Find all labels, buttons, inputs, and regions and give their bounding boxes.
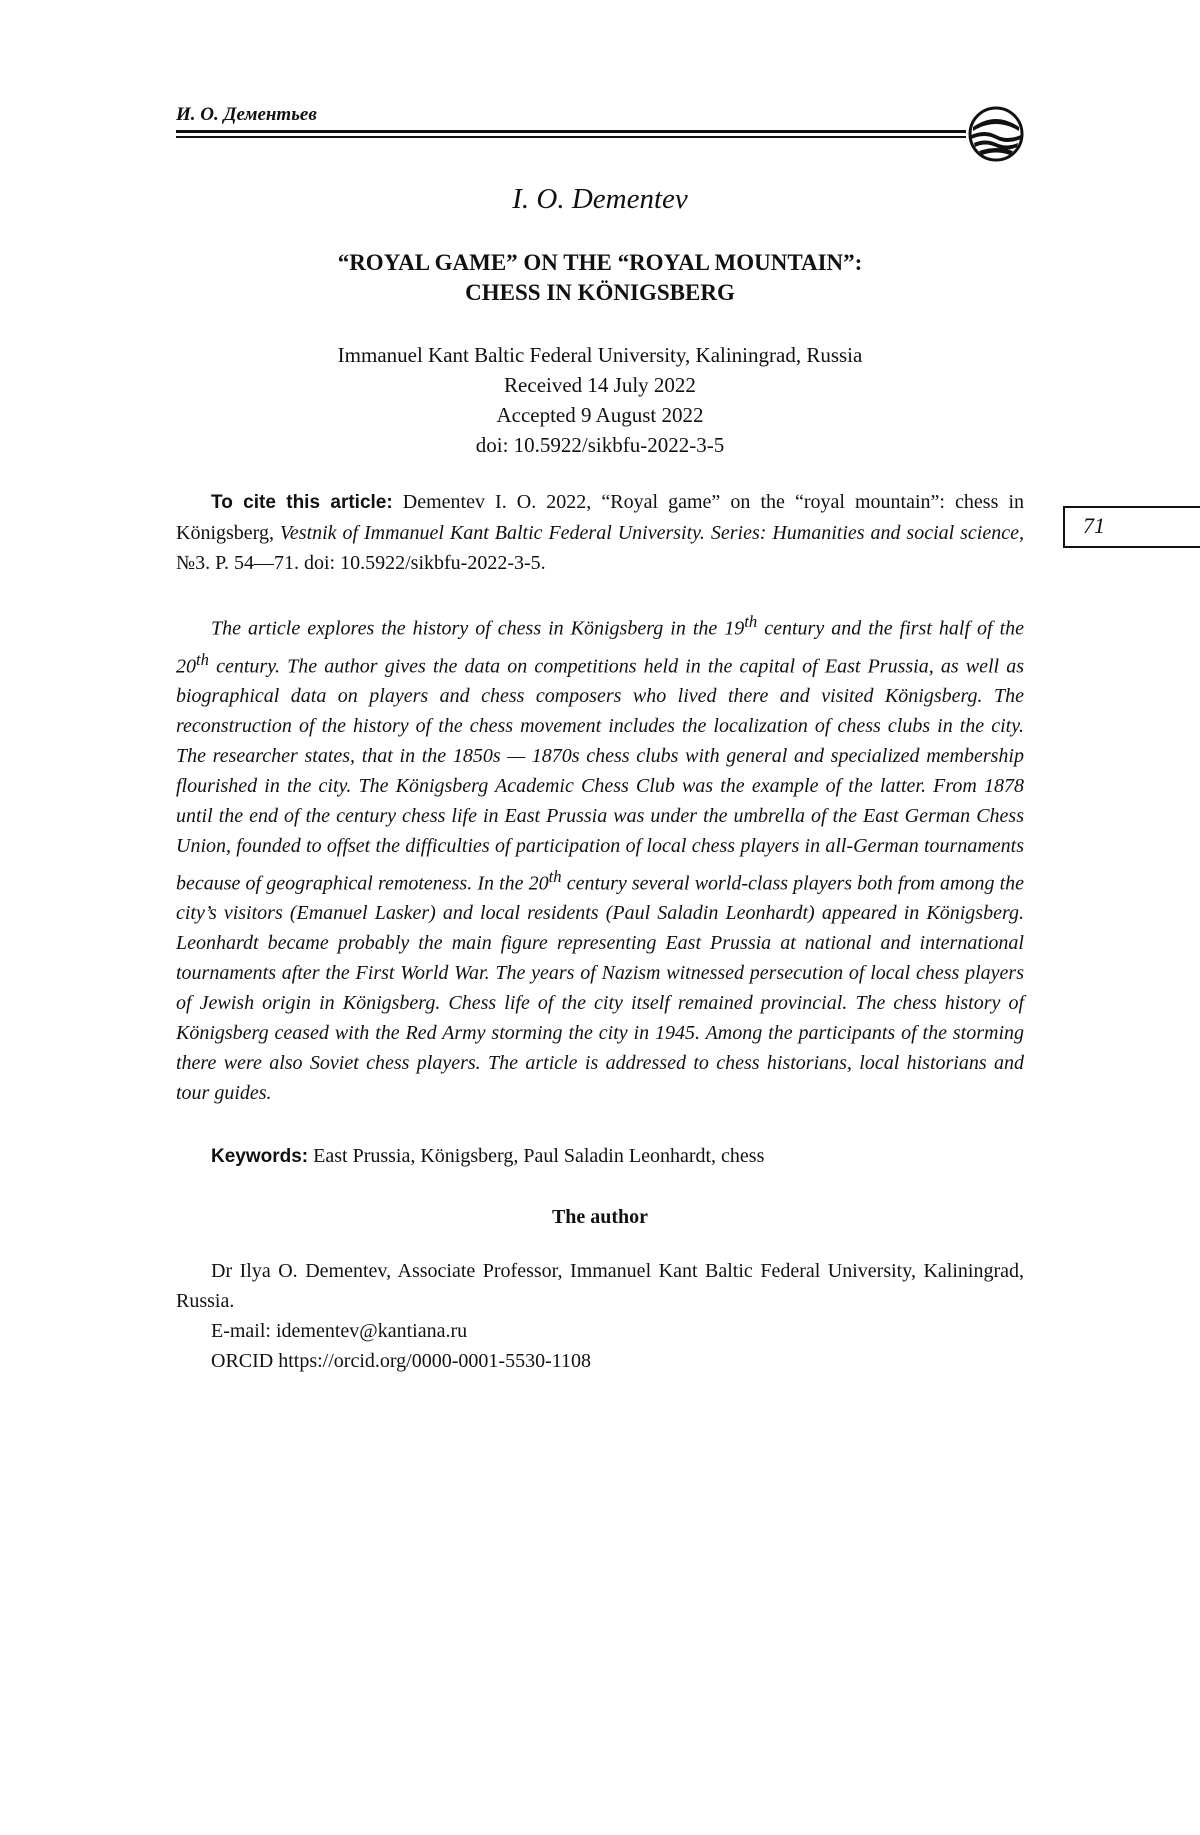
abstract-text: The article explores the history of chess in Königsberg in the 19 <box>211 617 745 640</box>
article-title-line: “ROYAL GAME” ON THE “ROYAL MOUNTAIN”: <box>337 250 863 275</box>
article-title <box>176 248 1024 308</box>
received-date: Received 14 July 2022 <box>504 373 696 397</box>
author-orcid: ORCID https://orcid.org/0000-0001-5530-1108 <box>211 1350 591 1372</box>
author-email: E-mail: idementev@kantiana.ru <box>211 1320 468 1342</box>
citation-label: To cite this article: <box>211 492 393 513</box>
article-title-line: CHESS IN KÖNIGSBERG <box>465 280 735 305</box>
citation <box>176 487 1024 578</box>
abstract-text: century and the first half of the 20 <box>176 617 1024 678</box>
abstract-text: century several world-class players both from among the city’s visitors (Emanuel Lasker) and local residents (Paul Saladin Leonhardt) appeared in Königsberg. Leonhardt became probably the main figure representing East Prussia at national and international tournaments after the First World War. The years of Nazism witnessed persecution of local chess players of Jewish origin in Königsberg. Chess life of the city itself remained provincial. The chess history of Königsberg ceased with the Red Army storming the city in 1945. Among the participants of the storming there were also Soviet chess players. The article is addressed to chess historians, local historians and tour guides. <box>176 872 1025 1104</box>
journal-wave-logo-icon <box>965 105 1027 163</box>
article-meta <box>176 340 1024 460</box>
affiliation: Immanuel Kant Baltic Federal University, Kaliningrad, Russia <box>337 343 863 367</box>
page-number-box <box>1063 506 1200 548</box>
keywords-text: East Prussia, Königsberg, Paul Saladin Leonhardt, chess <box>308 1145 765 1167</box>
citation-journal: Vestnik of Immanuel Kant Baltic Federal University. Series: Humanities and social science, <box>279 522 1024 544</box>
page-number: 71 <box>1083 513 1105 538</box>
keywords-label: Keywords: <box>211 1146 309 1167</box>
running-head: И. О. Дементьев <box>176 104 317 125</box>
citation-text: Dementev I. O. 2022, “Royal game” on the “royal mountain”: chess in Königsberg, <box>176 491 1025 544</box>
header-rule-thin <box>176 136 966 138</box>
doi: doi: 10.5922/sikbfu-2022-3-5 <box>475 433 725 457</box>
abstract-text: century. The author gives the data on competitions held in the capital of East Prussia, as well as biographical data on players and chess composers who lived there and visited Königsberg. The reconstruction of the history of the chess movement includes the localization of chess clubs in the city. The researcher states, that in the 1850s — 1870s chess clubs with general and specialized membership flourished in the city. The Königsberg Academic Chess Club was the example of the latter. From 1878 until the end of the century chess life in East Prussia was under the umbrella of the East German Chess Union, founded to offset the difficulties of participation of local chess players in all-German tournaments because of geographical remoteness. In the 20 <box>176 655 1024 895</box>
abstract-superscript: th <box>744 612 758 631</box>
author-info <box>176 1256 1024 1376</box>
abstract-superscript: th <box>196 649 209 669</box>
header-rule <box>176 130 966 133</box>
abstract <box>176 607 1024 1108</box>
keywords <box>211 1145 1024 1168</box>
abstract-superscript: th <box>548 866 562 886</box>
author-affiliation: Dr Ilya O. Dementev, Associate Professor, Immanuel Kant Baltic Federal University, Kaliningrad, Russia. <box>176 1260 1024 1312</box>
article-author: I. O. Dementev <box>512 183 688 215</box>
accepted-date: Accepted 9 August 2022 <box>496 403 704 427</box>
citation-text-end: №3. P. 54—71. doi: 10.5922/sikbfu-2022-3-5. <box>176 552 546 574</box>
author-section-heading: The author <box>551 1206 649 1228</box>
